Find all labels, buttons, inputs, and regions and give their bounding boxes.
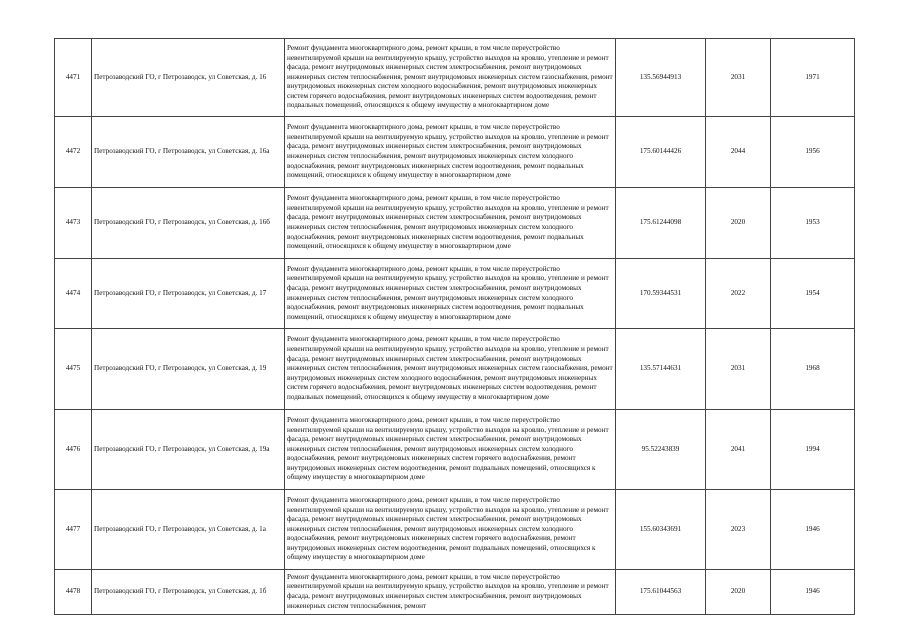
row-value: 175.61044563 [616,570,706,615]
row-year-built: 1971 [771,39,855,117]
row-address: Петрозаводский ГО, г Петрозаводск, ул Советская, д. 1б [92,570,285,615]
works-table [54,38,855,615]
row-value: 175.60144426 [616,117,706,188]
row-year-planned: 2031 [706,329,771,410]
row-number: 4473 [55,188,92,259]
row-number: 4475 [55,329,92,410]
row-address: Петрозаводский ГО, г Петрозаводск, ул Советская, д. 16б [92,188,285,259]
row-address: Петрозаводский ГО, г Петрозаводск, ул Советская, д. 19 [92,329,285,410]
row-value: 95.52243839 [616,410,706,490]
row-address: Петрозаводский ГО, г Петрозаводск, ул Советская, д. 16 [92,39,285,117]
row-works: Ремонт фундамента многоквартирного дома, ремонт крыши, в том числе переустройство невентилируемой крыши на вентилируемую крышу, устройство выходов на кровлю, утепление и ремонт фасада, ремонт внутридомовых инженерных систем электроснабжения, ремонт внутридомовых инженерных систем теплоснабжения, ремонт внутридомовых инженерных систем холодного водоснабжения, ремонт внутридомовых инженерных систем водоотведения, ремонт подвальных помещений, относящихся к общему имуществу в многоквартирном доме [285,259,616,329]
row-value: 170.59344531 [616,259,706,329]
table-row [55,570,855,615]
row-works: Ремонт фундамента многоквартирного дома, ремонт крыши, в том числе переустройство невентилируемой крыши на вентилируемую крышу, устройство выходов на кровлю, утепление и ремонт фасада, ремонт внутридомовых инженерных систем электроснабжения, ремонт внутридомовых инженерных систем теплоснабжения, ремонт внутридомовых инженерных систем холодного водоснабжения, ремонт внутридомовых инженерных систем горячего водоснабжения, ремонт внутридомовых инженерных систем водоотведения, ремонт подвальных помещений, относящихся к общему имуществу в многоквартирном доме [285,410,616,490]
table-row [55,39,855,117]
row-year-built: 1968 [771,329,855,410]
row-year-built: 1954 [771,259,855,329]
row-number: 4477 [55,490,92,570]
row-address: Петрозаводский ГО, г Петрозаводск, ул Советская, д. 17 [92,259,285,329]
row-year-planned: 2022 [706,259,771,329]
row-year-planned: 2020 [706,188,771,259]
table-row [55,117,855,188]
row-number: 4476 [55,410,92,490]
row-value: 135.56944913 [616,39,706,117]
row-address: Петрозаводский ГО, г Петрозаводск, ул Советская, д. 16а [92,117,285,188]
row-year-planned: 2041 [706,410,771,490]
row-year-built: 1946 [771,570,855,615]
row-number: 4472 [55,117,92,188]
row-works: Ремонт фундамента многоквартирного дома, ремонт крыши, в том числе переустройство невентилируемой крыши на вентилируемую крышу, устройство выходов на кровлю, утепление и ремонт фасада, ремонт внутридомовых инженерных систем электроснабжения, ремонт внутридомовых инженерных систем теплоснабжения, ремонт внутридомовых инженерных систем газоснабжения, ремонт внутридомовых инженерных систем холодного водоснабжения, ремонт внутридомовых инженерных систем горячего водоснабжения, ремонт внутридомовых инженерных систем водоотведения, ремонт подвальных помещений, относящихся к общему имуществу в многоквартирном доме [285,329,616,410]
row-year-built: 1946 [771,490,855,570]
row-works: Ремонт фундамента многоквартирного дома, ремонт крыши, в том числе переустройство невентилируемой крыши на вентилируемую крышу, устройство выходов на кровлю, утепление и ремонт фасада, ремонт внутридомовых инженерных систем электроснабжения, ремонт внутридомовых инженерных систем теплоснабжения, ремонт внутридомовых инженерных систем холодного водоснабжения, ремонт внутридомовых инженерных систем водоотведения, ремонт подвальных помещений, относящихся к общему имуществу в многоквартирном доме [285,188,616,259]
table-row [55,410,855,490]
row-number: 4478 [55,570,92,615]
row-year-planned: 2031 [706,39,771,117]
row-value: 155.60343691 [616,490,706,570]
row-works: Ремонт фундамента многоквартирного дома, ремонт крыши, в том числе переустройство невентилируемой крыши на вентилируемую крышу, устройство выходов на кровлю, утепление и ремонт фасада, ремонт внутридомовых инженерных систем электроснабжения, ремонт внутридомовых инженерных систем теплоснабжения, ремонт внутридомовых инженерных систем холодного водоснабжения, ремонт внутридомовых инженерных систем водоотведения, ремонт подвальных помещений, относящихся к общему имуществу в многоквартирном доме [285,117,616,188]
row-year-built: 1953 [771,188,855,259]
row-year-planned: 2020 [706,570,771,615]
row-address: Петрозаводский ГО, г Петрозаводск, ул Советская, д. 19а [92,410,285,490]
table-row [55,259,855,329]
row-number: 4474 [55,259,92,329]
row-year-planned: 2023 [706,490,771,570]
row-number: 4471 [55,39,92,117]
row-value: 175.61244098 [616,188,706,259]
row-year-planned: 2044 [706,117,771,188]
row-year-built: 1956 [771,117,855,188]
row-works: Ремонт фундамента многоквартирного дома, ремонт крыши, в том числе переустройство невентилируемой крыши на вентилируемую крышу, устройство выходов на кровлю, утепление и ремонт фасада, ремонт внутридомовых инженерных систем электроснабжения, ремонт внутридомовых инженерных систем теплоснабжения, ремонт [285,570,616,615]
row-value: 135.57144631 [616,329,706,410]
table-row [55,490,855,570]
row-year-built: 1994 [771,410,855,490]
table-row [55,329,855,410]
table-row [55,188,855,259]
row-works: Ремонт фундамента многоквартирного дома, ремонт крыши, в том числе переустройство невентилируемой крыши на вентилируемую крышу, устройство выходов на кровлю, утепление и ремонт фасада, ремонт внутридомовых инженерных систем электроснабжения, ремонт внутридомовых инженерных систем теплоснабжения, ремонт внутридомовых инженерных систем холодного водоснабжения, ремонт внутридомовых инженерных систем горячего водоснабжения, ремонт внутридомовых инженерных систем водоотведения, ремонт подвальных помещений, относящихся к общему имуществу в многоквартирном доме [285,490,616,570]
row-address: Петрозаводский ГО, г Петрозаводск, ул Советская, д. 1а [92,490,285,570]
row-works: Ремонт фундамента многоквартирного дома, ремонт крыши, в том числе переустройство невентилируемой крыши на вентилируемую крышу, устройство выходов на кровлю, утепление и ремонт фасада, ремонт внутридомовых инженерных систем электроснабжения, ремонт внутридомовых инженерных систем теплоснабжения, ремонт внутридомовых инженерных систем газоснабжения, ремонт внутридомовых инженерных систем холодного водоснабжения, ремонт внутридомовых инженерных систем горячего водоснабжения, ремонт внутридомовых инженерных систем водоотведения, ремонт подвальных помещений, относящихся к общему имуществу в многоквартирном доме [285,39,616,117]
